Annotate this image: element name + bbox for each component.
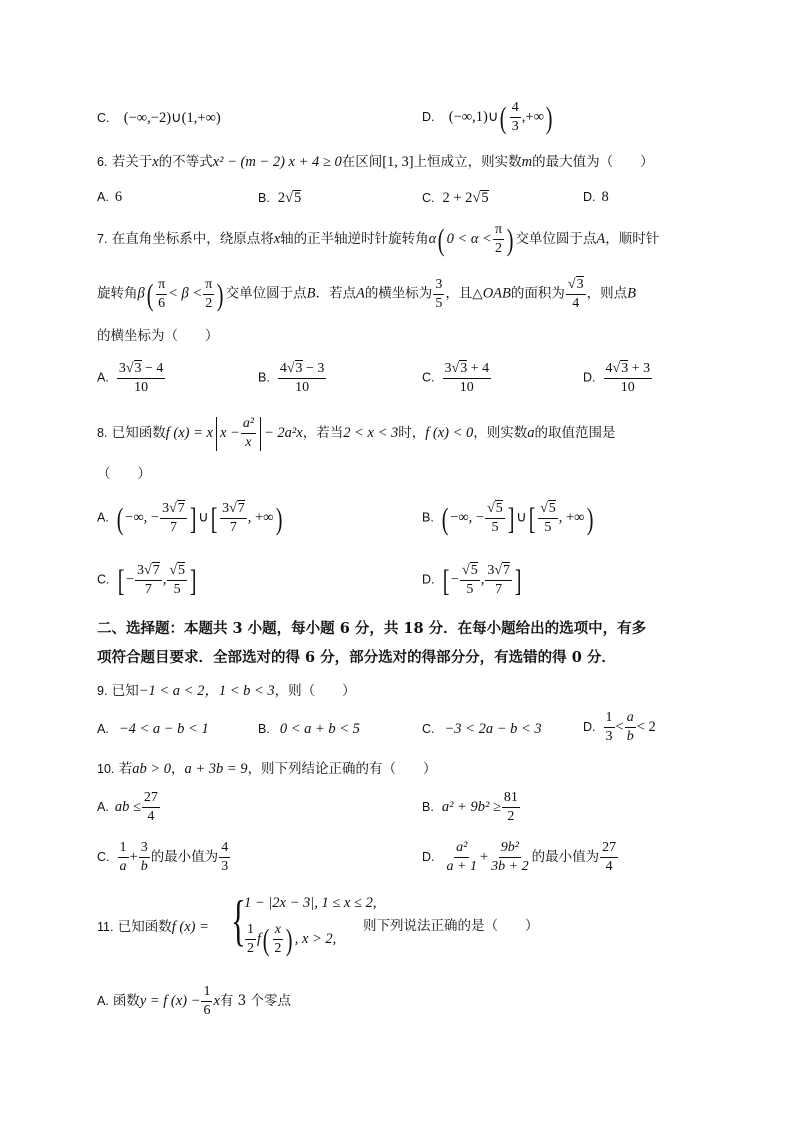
fraction: $\frac{4√3 - 3}{10}$ (279, 361, 325, 396)
q9-option-d (583, 710, 656, 745)
option-text: 函数 (112, 993, 140, 1010)
stem-text: 轴的正半轴逆时针旋转角 (280, 231, 429, 248)
q10-option-a (97, 790, 161, 825)
option-text: (−∞,−2)∪(1,+∞) (123, 110, 221, 126)
stem-text: ，若当 (302, 425, 344, 442)
math-var: x (273, 231, 281, 248)
stem-text: 的面积为 (510, 285, 565, 302)
math-expr: −1 < a < 2，1 < b < 3 (138, 683, 275, 699)
option-label: C. (97, 111, 110, 125)
math-var: x (152, 154, 159, 170)
q9-option-c (422, 722, 542, 737)
math-expr: − 2a²x (264, 425, 303, 442)
q8-paren (97, 468, 151, 482)
option-label: D. (422, 572, 435, 587)
paren: ( (146, 276, 154, 312)
math-var: m (521, 154, 533, 170)
stem-text: ，则实数 (473, 425, 528, 442)
math-expr: + (129, 849, 138, 866)
q6-option-c (422, 190, 489, 206)
fraction: $\frac{81}{2}$ (503, 790, 518, 825)
math-var: B (627, 285, 636, 302)
math-expr: [1, 3] (382, 154, 414, 170)
paren: ) (545, 100, 553, 136)
union: ∪ (516, 509, 527, 526)
stem-text: 的横坐标为（ ） (97, 328, 219, 344)
math-var: OAB (482, 285, 511, 302)
option-label: A. (97, 370, 109, 385)
option-text: a² + 9b² ≥ (441, 799, 501, 816)
option-text: 6 (114, 189, 123, 205)
math-expr: + (479, 849, 489, 866)
question-number: 10. (97, 762, 115, 776)
math-var: x (213, 993, 220, 1010)
fraction: $\frac{\pi}{2}$ (205, 276, 213, 311)
option-text: −∞, − (450, 509, 485, 526)
option-text: ,+∞ (521, 109, 544, 126)
option-label: C. (422, 370, 435, 385)
q9-option-a (97, 722, 209, 737)
fraction: $\frac{3}{5}$ (435, 276, 443, 311)
option-text: − (125, 571, 135, 588)
option-text: 2 + 2 (442, 190, 473, 206)
fraction: $\frac{1}{3}$ (605, 710, 613, 745)
fraction: $\frac{3√7}{7}$ (137, 563, 160, 598)
question-11-tail (363, 920, 539, 934)
stem-text: 在直角坐标系中，绕原点将 (111, 231, 274, 248)
math-expr: x² − (m − 2) x + 4 ≥ 0 (212, 154, 342, 170)
option-text: −3 < 2a − b < 3 (444, 721, 542, 737)
fraction: $\frac{√5}{5}$ (540, 501, 556, 536)
option-text: 有 3 个零点 (219, 993, 292, 1010)
option-label: B. (258, 191, 270, 205)
option-text: (−∞,1)∪ (448, 109, 499, 126)
option-text: − (450, 571, 460, 588)
option-text: −4 < a − b < 1 (118, 721, 209, 737)
fraction: $\frac{4}{3}$ (221, 840, 229, 875)
option-text: 的最小值为 (531, 849, 600, 866)
math-expr: f (257, 931, 262, 948)
math-var: β (137, 285, 145, 302)
math-var: a (527, 425, 535, 442)
option-label: C. (422, 191, 435, 205)
q7-option-b (258, 360, 327, 396)
fraction: $\frac{\text{9b²}}{3b + 2}$ (491, 840, 529, 875)
question-number: 11. (97, 920, 114, 934)
math-var: α (428, 231, 437, 248)
option-text: ab ≤ (114, 799, 141, 816)
stem-text: 在区间 (341, 154, 383, 170)
option-label: D. (583, 720, 596, 735)
paren: ) (217, 276, 224, 312)
stem-text: 交单位圆于点 (225, 285, 307, 302)
fraction: $\frac{√5}{5}$ (487, 501, 503, 536)
stem-text: ，则下列结论正确的有（ ） (247, 761, 437, 777)
fraction: $\frac{3√3 + 4}{10}$ (444, 361, 490, 396)
stem-text: ，则（ ） (274, 683, 356, 699)
question-7-line-1 (97, 222, 659, 257)
sqrt: √5 (285, 190, 302, 206)
option-label: B. (258, 370, 270, 385)
stem-text: 则下列说法正确的是（ ） (363, 918, 539, 934)
math-var: A (355, 285, 365, 302)
option-label: C. (422, 722, 435, 736)
option-label: B. (422, 800, 434, 815)
option-label: D. (583, 190, 596, 204)
math-expr: , x > 2, (294, 931, 337, 948)
stem-text: 的不等式 (158, 154, 213, 170)
math-expr: 2 < x < 3 (343, 425, 399, 442)
math-expr: < β < (168, 285, 203, 302)
q7-option-a (97, 360, 166, 396)
q10-option-d (422, 840, 619, 875)
fraction: $\frac{27}{4}$ (143, 790, 158, 825)
fraction: $\frac{3√7}{7}$ (162, 501, 185, 536)
fraction: $\frac{4}{3}$ (511, 100, 519, 135)
fraction: $\frac{3√7}{7}$ (222, 501, 245, 536)
q9-option-b (258, 722, 360, 737)
option-label: D. (583, 370, 596, 385)
math-expr: a + 3b = 9 (184, 761, 248, 777)
paren: ( (500, 100, 507, 136)
answer-paren: （ ） (97, 466, 151, 482)
fraction: $\frac{1}{6}$ (203, 984, 211, 1019)
stem-text: ．若点 (315, 285, 356, 302)
math-expr: f (x) < 0 (425, 425, 474, 442)
stem-text: 已知 (111, 683, 139, 699)
piecewise-case-1 (244, 896, 376, 911)
q8-option-d: D. [ − $\frac{√5}{5}$ , $\frac{3√7}{7}$ ] (422, 562, 522, 598)
fraction: $\frac{4√3 + 3}{10}$ (605, 361, 651, 396)
option-text: , +∞ (247, 509, 274, 526)
q6-option-a (97, 190, 122, 205)
option-label: B. (258, 722, 270, 736)
q5-option-c (97, 111, 221, 126)
stem-text: 的横坐标为 (364, 285, 433, 302)
option-label: A. (97, 994, 109, 1009)
question-11-label (97, 920, 209, 935)
math-expr: < (615, 719, 624, 736)
option-text: 0 < a + b < 5 (279, 721, 360, 737)
fraction: $\frac{1}{2}$ (247, 922, 254, 957)
math-expr: ab > 0 (132, 761, 171, 777)
stem-text: 的取值范围是 (534, 425, 616, 442)
stem-text: 上恒成立，则实数 (413, 154, 522, 170)
stem-text: ，顺时针 (605, 231, 660, 248)
fraction: $\frac{27}{4}$ (602, 840, 617, 875)
option-label: C. (97, 572, 110, 587)
fraction: $\frac{a}{b}$ (626, 710, 634, 745)
question-10 (97, 762, 437, 777)
math-expr: < 2 (636, 719, 656, 736)
q7-option-c (422, 360, 492, 396)
stem-text: ，且△ (445, 285, 483, 302)
q10-option-b (422, 790, 521, 825)
question-number: 6. (97, 155, 108, 169)
comma: , (480, 571, 485, 588)
paren: ) (506, 222, 514, 258)
abs-bar (260, 417, 261, 451)
piecewise-brace: { (231, 890, 246, 952)
stem-text: ，则点 (586, 285, 628, 302)
math-expr: f (x) = (171, 919, 209, 935)
piecewise-case-2: $\frac{1}{2}$ f( $\frac{x}{2}$ ) , x > 2, (247, 922, 337, 958)
option-text: 2 (277, 190, 286, 206)
math-var: A (596, 231, 606, 248)
q6-option-d (583, 190, 609, 205)
math-var: B (306, 285, 316, 302)
option-text: −∞, − (125, 509, 160, 526)
section-2-heading-line-2: 项符合题目要求．全部选对的得 6 分，部分选对的得部分分，有选错的得 0 分． (97, 649, 616, 666)
stem-text: 若 (118, 761, 133, 777)
option-label: A. (97, 722, 109, 736)
fraction: $\frac{3√7}{7}$ (487, 563, 511, 598)
math-expr: x − (219, 425, 240, 442)
question-8 (97, 416, 616, 451)
question-number: 9. (97, 684, 108, 698)
paren: ( (438, 222, 445, 258)
option-text: , +∞ (558, 509, 585, 526)
question-7-line-2 (97, 276, 636, 312)
question-6 (97, 155, 654, 170)
fraction: $\frac{x}{2}$ (274, 922, 282, 957)
stem-text: 已知函数 (117, 919, 172, 935)
stem-text: 交单位圆于点 (515, 231, 597, 248)
option-label: A. (97, 510, 109, 525)
fraction: $\frac{√5}{5}$ (169, 563, 186, 598)
section-2-heading-line-1: 二、选择题：本题共 3 小题，每小题 6 分，共 18 分．在每小题给出的选项中，有多 (97, 620, 647, 637)
abs-bar (216, 417, 217, 451)
math-expr: 1 − |2x − 3|, 1 ≤ x ≤ 2, (244, 895, 377, 911)
question-7-line-3 (97, 330, 219, 344)
fraction: $\frac{\pi}{6}$ (158, 276, 166, 311)
option-label: A. (97, 190, 109, 204)
question-number: 8. (97, 426, 108, 441)
comma: , (162, 571, 167, 588)
q8-option-c: C. [ − $\frac{3√7}{7}$ , $\frac{√5}{5}$ ] (97, 562, 197, 598)
q7-option-d (583, 360, 653, 396)
union: ∪ (198, 509, 209, 526)
fraction: $\frac{√5}{5}$ (462, 563, 478, 598)
stem-text: 时， (398, 425, 426, 442)
stem-text: 若关于 (111, 154, 153, 170)
q5-option-d (422, 100, 554, 135)
option-label: A. (97, 800, 109, 815)
option-label: B. (422, 510, 434, 525)
q11-option-a (97, 984, 291, 1019)
math-expr: 0 < α < (446, 231, 492, 248)
question-9 (97, 684, 356, 699)
option-text: 的最小值为 (150, 849, 219, 866)
sqrt: √5 (472, 190, 489, 206)
fraction: $\frac{1}{a}$ (119, 840, 127, 875)
fraction: $\frac{\pi}{2}$ (494, 222, 503, 257)
stem-text: 旋转角 (97, 285, 138, 302)
fraction: $\frac{3√3 - 4}{10}$ (118, 361, 164, 396)
q6-option-b (258, 190, 301, 206)
option-label: C. (97, 850, 110, 865)
question-number: 7. (97, 232, 108, 247)
q8-option-b: B. ( −∞, − $\frac{√5}{5}$ ] ∪[ $\frac{√5}{5}$ , +∞) (422, 500, 594, 536)
fraction: $\frac{\text{a²}}{a + 1}$ (446, 840, 477, 875)
math-expr: y = f (x) − (139, 993, 201, 1010)
fraction: $\frac{\text{a²}}{x}$ (242, 416, 255, 451)
stem-text: ， (170, 761, 185, 777)
option-label: D. (422, 110, 435, 125)
stem-text: 的最大值为（ ） (532, 154, 654, 170)
q8-option-a: A. ( −∞, − $\frac{3√7}{7}$ ] ∪[ $\frac{3√7}{7}$ , +∞) (97, 500, 283, 536)
option-label: D. (422, 850, 435, 865)
fraction: $\frac{3}{b}$ (140, 840, 148, 875)
fraction: $\frac{√3}{4}$ (567, 277, 584, 312)
math-expr: f (x) = x (165, 425, 213, 442)
q10-option-c (97, 840, 231, 875)
option-text: 8 (601, 189, 609, 205)
stem-text: 已知函数 (111, 425, 166, 442)
